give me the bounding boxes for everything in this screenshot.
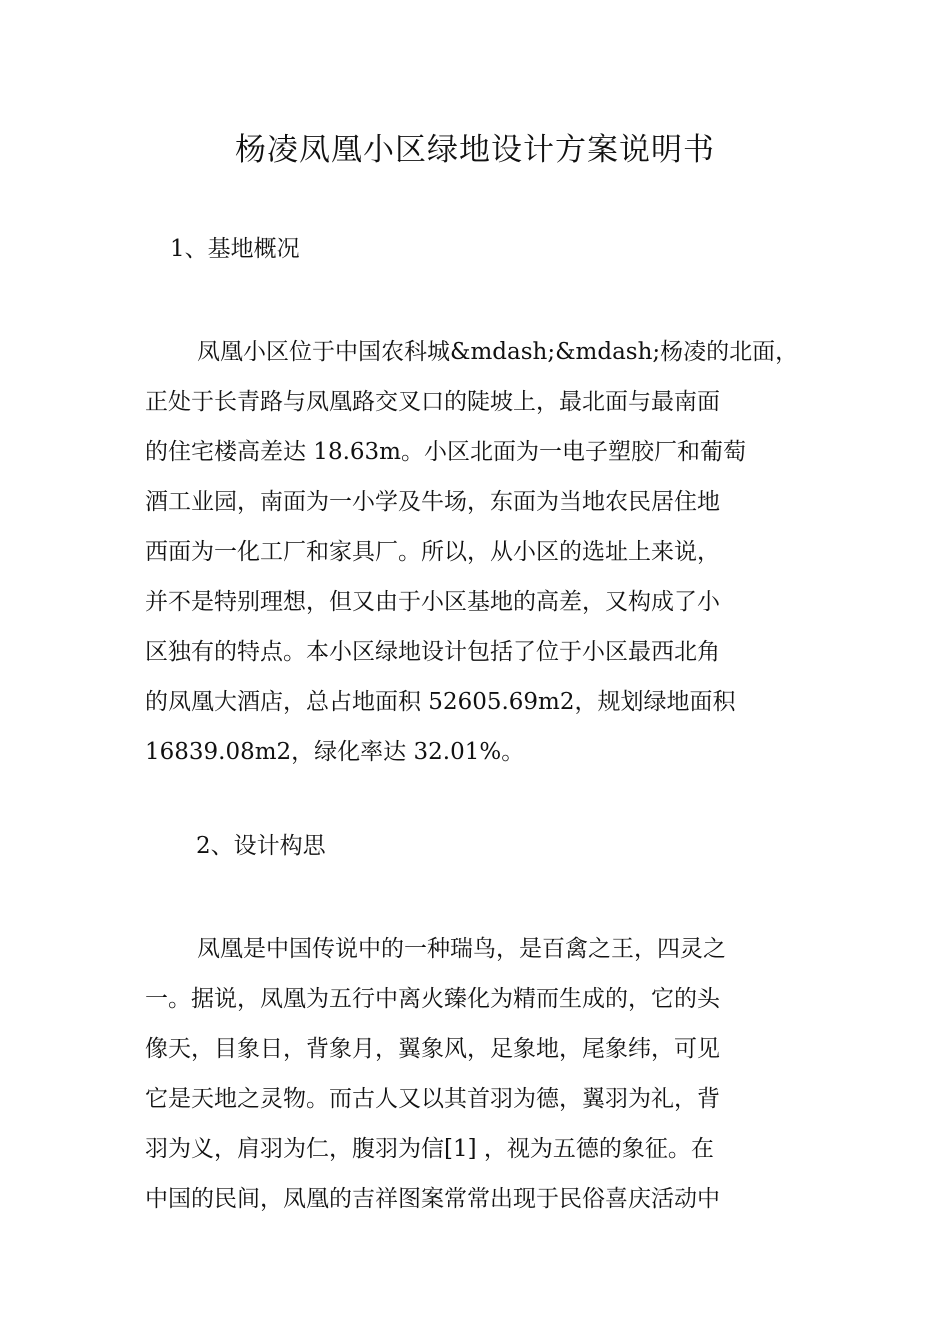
paragraph-design-concept	[145, 924, 815, 1224]
paragraph-line: 中国的民间，凤凰的吉祥图案常常出现于民俗喜庆活动中	[145, 1186, 720, 1212]
paragraph-line: 并不是特别理想，但又由于小区基地的高差，又构成了小	[145, 589, 720, 615]
paragraph-line: 凤凰小区位于中国农科城&mdash;&mdash;杨凌的北面，	[197, 339, 799, 365]
paragraph-line: 酒工业园，南面为一小学及牛场，东面为当地农民居住地	[145, 489, 720, 515]
paragraph-line: 区独有的特点。本小区绿地设计包括了位于小区最西北角	[145, 639, 720, 665]
section-heading-design-concept: 2、设计构思	[196, 833, 326, 859]
paragraph-line: 16839.08m2，绿化率达 32.01%。	[145, 739, 525, 765]
paragraph-line: 西面为一化工厂和家具厂。所以，从小区的选址上来说，	[145, 539, 720, 565]
document-title: 杨凌凤凰小区绿地设计方案说明书	[235, 132, 715, 168]
paragraph-line: 像天，目象日，背象月，翼象风，足象地，尾象纬，可见	[145, 1036, 720, 1062]
section-heading-site-overview: 1、基地概况	[170, 236, 300, 262]
paragraph-line: 正处于长青路与凤凰路交叉口的陡坡上，最北面与最南面	[145, 389, 720, 415]
paragraph-line: 的凤凰大酒店，总占地面积 52605.69m2，规划绿地面积	[145, 689, 736, 715]
paragraph-line: 凤凰是中国传说中的一种瑞鸟，是百禽之王，四灵之	[197, 936, 726, 962]
paragraph-line: 羽为义，肩羽为仁，腹羽为信[1] ，视为五德的象征。在	[145, 1136, 714, 1162]
paragraph-line: 它是天地之灵物。而古人又以其首羽为德，翼羽为礼，背	[145, 1086, 720, 1112]
paragraph-line: 的住宅楼高差达 18.63m。小区北面为一电子塑胶厂和葡萄	[145, 439, 746, 465]
paragraph-site-overview	[145, 327, 815, 777]
paragraph-line: 一。据说，凤凰为五行中离火臻化为精而生成的，它的头	[145, 986, 720, 1012]
